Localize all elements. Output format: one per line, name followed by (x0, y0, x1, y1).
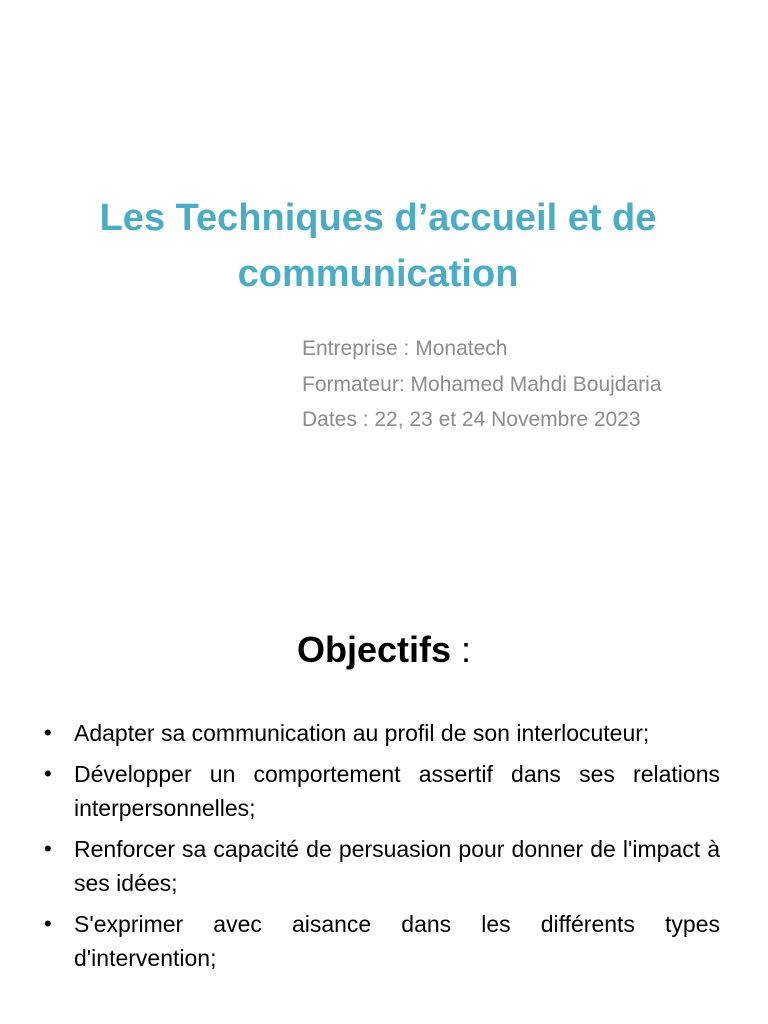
objective-text: S'exprimer avec aisance dans les différents types d'intervention; (74, 911, 720, 971)
objectives-list (44, 716, 720, 982)
subtitle-trainer: Formateur: Mohamed Mahdi Boujdaria (302, 372, 662, 396)
objectives-heading-colon: : (451, 629, 472, 670)
slide-subtitle (302, 331, 742, 438)
objective-text: Renforcer sa capacité de persuasion pour donner de l'impact à ses idées; (74, 836, 720, 896)
objective-text: Développer un comportement assertif dans ses relations interpersonnelles; (74, 761, 720, 821)
bullet-icon: • (44, 836, 52, 861)
objective-item (44, 832, 720, 900)
subtitle-company: Entreprise : Monatech (302, 337, 508, 360)
bullet-icon: • (44, 761, 52, 786)
bullet-icon: • (44, 720, 52, 745)
bullet-icon: • (44, 911, 52, 936)
objective-item (44, 757, 720, 825)
objectives-heading (0, 620, 768, 680)
objective-text: Adapter sa communication au profil de son interlocuteur; (74, 720, 650, 746)
slide-title-line-2: communication (237, 253, 519, 295)
slide-title-line-1: Les Techniques d’accueil et de (99, 197, 657, 239)
objective-item (44, 907, 720, 975)
objectives-heading-text: Objectifs (296, 629, 452, 670)
objectives-slide (0, 576, 768, 1024)
subtitle-dates: Dates : 22, 23 et 24 Novembre 2023 (302, 408, 641, 431)
slide-title (40, 190, 716, 302)
objective-item (44, 716, 720, 750)
